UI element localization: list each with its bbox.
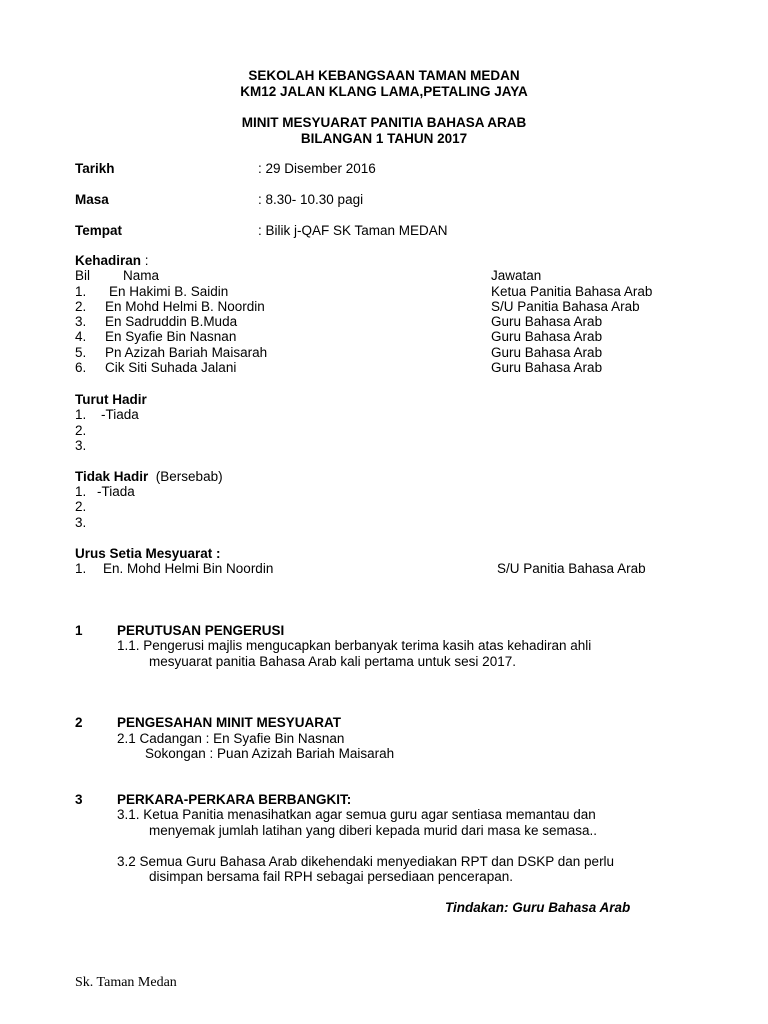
secretary-no: 1. <box>75 561 87 576</box>
attendee-name: Cik Siti Suhada Jalani <box>105 360 237 375</box>
col-name: Nama <box>123 268 160 283</box>
section-line: Sokongan : Puan Azizah Bariah Maisarah <box>145 746 395 761</box>
list-item-value: -Tiada <box>97 484 135 499</box>
section-number: 1 <box>75 623 83 638</box>
attendee-no: 1. <box>75 284 87 299</box>
meeting-number: BILANGAN 1 TAHUN 2017 <box>300 131 468 146</box>
venue-label: Tempat <box>75 223 123 238</box>
attendee-no: 2. <box>75 299 87 314</box>
list-item-no: 2. <box>75 499 87 514</box>
section-line: disimpan bersama fail RPH sebagai persediaan pencerapan. <box>149 869 513 884</box>
secretary-heading: Urus Setia Mesyuarat : <box>75 546 221 561</box>
attendee-position: Ketua Panitia Bahasa Arab <box>491 284 653 299</box>
section-line: 3.2 Semua Guru Bahasa Arab dikehendaki menyediakan RPT dan DSKP dan perlu <box>117 854 615 869</box>
time-label: Masa <box>75 192 109 207</box>
attendee-no: 6. <box>75 360 87 375</box>
document-title: MINIT MESYUARAT PANITIA BAHASA ARAB <box>241 115 527 130</box>
action-note: Tindakan: Guru Bahasa Arab <box>445 900 631 915</box>
date-label: Tarikh <box>75 161 115 176</box>
attendee-name: Pn Azizah Bariah Maisarah <box>105 345 268 360</box>
tidak-hadir-heading-text: Tidak Hadir <box>75 469 149 484</box>
attendee-no: 5. <box>75 345 87 360</box>
section-title: PENGESAHAN MINIT MESYUARAT <box>117 715 342 730</box>
section-line: menyemak jumlah latihan yang diberi kepada murid dari masa ke semasa.. <box>149 823 597 838</box>
attendee-position: S/U Panitia Bahasa Arab <box>491 299 640 314</box>
attendee-position: Guru Bahasa Arab <box>491 314 603 329</box>
section-line: 2.1 Cadangan : En Syafie Bin Nasnan <box>117 731 345 746</box>
attendance-heading <box>75 253 149 268</box>
section-title: PERKARA-PERKARA BERBANGKIT: <box>117 792 352 807</box>
attendee-name: En Mohd Helmi B. Noordin <box>105 299 265 314</box>
list-item-no: 3. <box>75 438 87 453</box>
section-number: 2 <box>75 715 83 730</box>
list-item-no: 3. <box>75 515 87 530</box>
footer-school: Sk. Taman Medan <box>75 975 177 990</box>
attendance-heading-colon: : <box>141 253 149 268</box>
list-item-no: 1. <box>75 484 87 499</box>
time-value: : 8.30- 10.30 pagi <box>258 192 364 207</box>
attendee-position: Guru Bahasa Arab <box>491 345 603 360</box>
school-address: KM12 JALAN KLANG LAMA,PETALING JAYA <box>240 84 528 99</box>
section-line: 3.1. Ketua Panitia menasihatkan agar semua guru agar sentiasa memantau dan <box>117 807 596 822</box>
list-item-no: 2. <box>75 423 87 438</box>
attendance-heading-text: Kehadiran <box>75 253 142 268</box>
secretary-name: En. Mohd Helmi Bin Noordin <box>103 561 274 576</box>
school-name: SEKOLAH KEBANGSAAN TAMAN MEDAN <box>248 68 520 83</box>
section-line: mesyuarat panitia Bahasa Arab kali pertama untuk sesi 2017. <box>149 654 516 669</box>
attendee-name: En Sadruddin B.Muda <box>105 314 238 329</box>
list-item-value: -Tiada <box>101 407 139 422</box>
attendee-no: 4. <box>75 329 87 344</box>
attendee-no: 3. <box>75 314 87 329</box>
attendee-position: Guru Bahasa Arab <box>491 329 603 344</box>
attendee-name: En Syafie Bin Nasnan <box>105 329 237 344</box>
col-bil: Bil <box>75 268 91 283</box>
tidak-hadir-heading <box>75 469 223 484</box>
secretary-position: S/U Panitia Bahasa Arab <box>497 561 646 576</box>
attendee-name: En Hakimi B. Saidin <box>109 284 229 299</box>
col-position: Jawatan <box>491 268 542 283</box>
list-item-no: 1. <box>75 407 87 422</box>
section-line: 1.1. Pengerusi majlis mengucapkan berbanyak terima kasih atas kehadiran ahli <box>117 638 592 653</box>
section-title: PERUTUSAN PENGERUSI <box>117 623 285 638</box>
venue-value: : Bilik j-QAF SK Taman MEDAN <box>258 223 448 238</box>
date-value: : 29 Disember 2016 <box>258 161 376 176</box>
section-number: 3 <box>75 792 83 807</box>
attendee-position: Guru Bahasa Arab <box>491 360 603 375</box>
turut-hadir-heading: Turut Hadir <box>75 392 147 407</box>
tidak-hadir-note: (Bersebab) <box>155 469 223 484</box>
